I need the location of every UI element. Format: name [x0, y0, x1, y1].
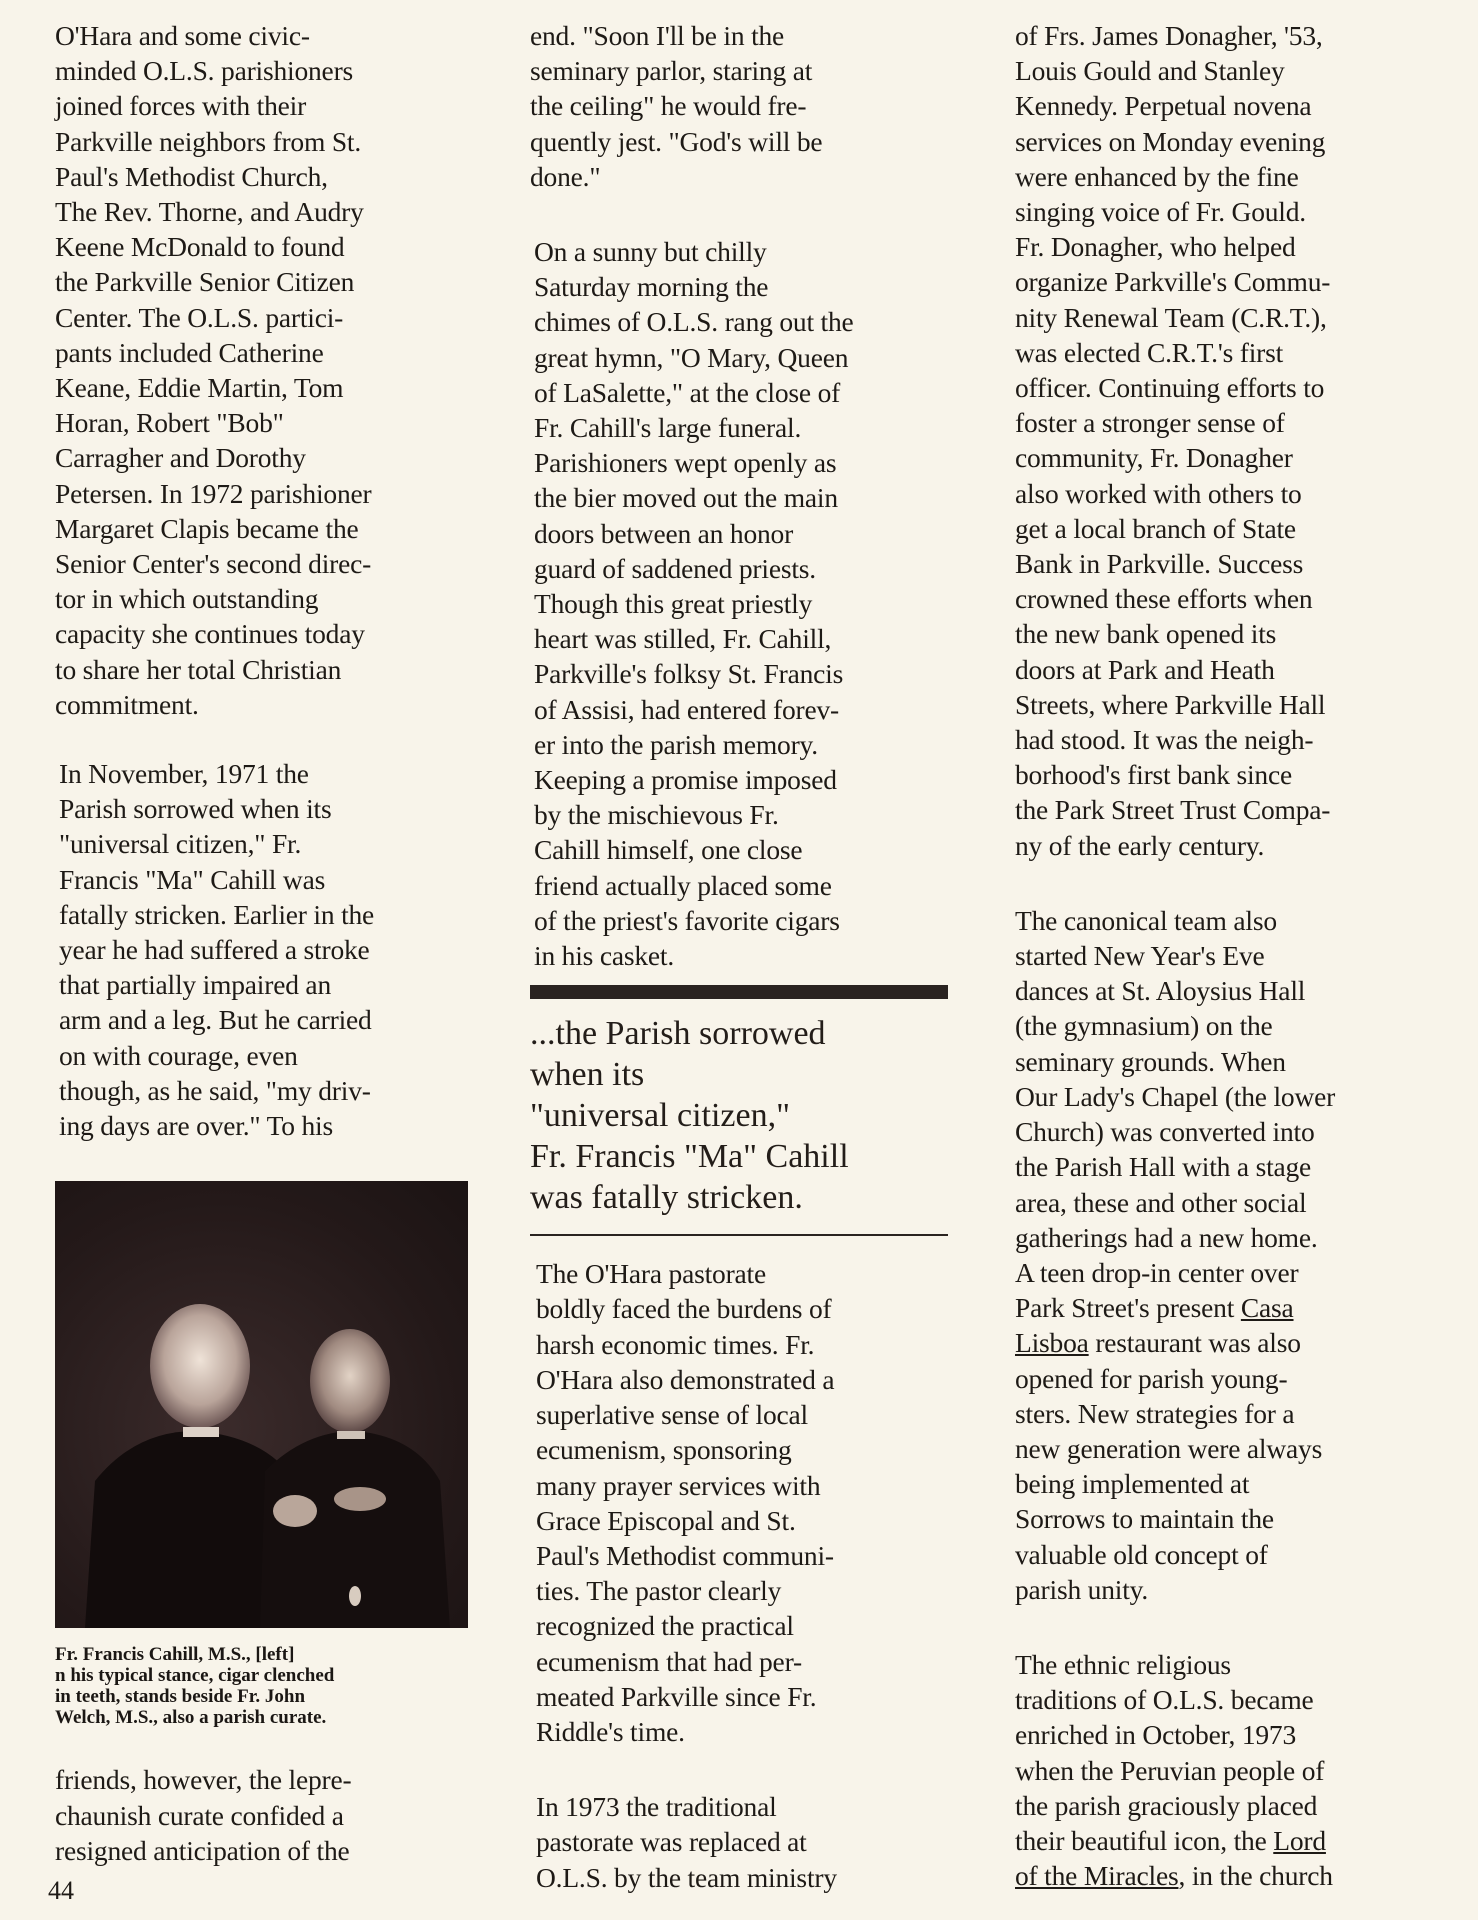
column-1 [55, 18, 455, 1868]
lord-of-miracles-line-1: Lord [1273, 1824, 1326, 1856]
photo-illustration [55, 1181, 468, 1628]
page-number: 44 [48, 1876, 74, 1905]
casa-lisboa-line-1: Casa [1240, 1292, 1294, 1324]
casa-lisboa-line-2: Lisboa [1015, 1327, 1089, 1359]
pullquote-top-rule [530, 985, 948, 999]
col2-paragraph-2: On a sunny but chilly Saturday morning the chimes of O.L.S. rang out the great hymn, "O Mary, Queen of LaSalette," at the close of Fr. Cahill's large funeral. Parishioners wept openly as the bier moved out the main doors between an honor guard of saddened priests. Though this great priestly heart was stilled, Fr. Cahill, Parkville's folksy St. Francis of Assisi, had entered forev- er into the parish memory. Keeping a promise imposed by the mischievous Fr. Cahill himself, one close friend actually placed some of the priest's favorite cigars in his casket. [534, 236, 854, 972]
col3-paragraph-2 [1015, 903, 1435, 1607]
column-2 [530, 18, 950, 1895]
col1-paragraph-1: O'Hara and some civic- minded O.L.S. parishioners joined forces with their Parkville neighbors from St. Paul's Methodist Church, The Rev. Thorne, and Audry Keene McDonald to found the Parkville Senior Citizen Center. The O.L.S. partici- pants included Catherine Keane, Eddie Martin, Tom Horan, Robert "Bob" Carragher and Dorothy Petersen. In 1972 parishioner Margaret Clapis became the Senior Center's second direc- tor in which outstanding capacity she continues today to share her total Christian commitment. [55, 20, 372, 720]
col2-paragraph-1: end. "Soon I'll be in the seminary parlor, staring at the ceiling" he would fre- quently jest. "God's will be done." [530, 20, 823, 192]
col1-paragraph-2: In November, 1971 the Parish sorrowed when its "universal citizen," Fr. Francis "Ma" Cahill was fatally stricken. Earlier in the year he had suffered a stroke that partially impaired an arm and a leg. But he carried on with courage, even though, as he said, "my driv- ing days are over." To his [59, 758, 375, 1142]
column-3 [1015, 18, 1435, 1893]
pullquote-bottom-rule [530, 1234, 948, 1236]
col3-paragraph-2-part-b: restaurant was also opened for parish young- sters. New strategies for a new generation were always being implemented at Sorrows to maintain the valuable old concept of parish unity. [1015, 1327, 1323, 1605]
col3-paragraph-3 [1015, 1647, 1435, 1893]
col1-paragraph-3: friends, however, the lepre- chaunish curate confided a resigned anticipation of the [55, 1764, 352, 1866]
col3-paragraph-2-part-a: The canonical team also started New Year's Eve dances at St. Aloysius Hall (the gymnasium) on the seminary grounds. When Our Lady's Chapel (the lower Church) was converted into the Parish Hall with a stage area, these and other social gatherings had a new home. A teen drop-in center over Park Street's present [1015, 904, 1336, 1324]
col3-paragraph-1: of Frs. James Donagher, '53, Louis Gould and Stanley Kennedy. Perpetual novena services on Monday evening were enhanced by the fine singing voice of Fr. Gould. Fr. Donagher, who helped organize Parkville's Commu- nity Renewal Team (C.R.T.), was elected C.R.T.'s first officer. Continuing efforts to foster a stronger sense of community, Fr. Donagher also worked with others to get a local branch of State Bank in Parkville. Success crowned these efforts when the new bank opened its doors at Park and Heath Streets, where Parkville Hall had stood. It was the neigh- borhood's first bank since the Park Street Trust Compa- ny of the early century. [1015, 20, 1331, 861]
photo-two-priests [55, 1181, 468, 1628]
photo-caption: Fr. Francis Cahill, M.S., [left] n his typical stance, cigar clenched in teeth, stands beside Fr. John Welch, M.S., also a parish curate. [55, 1644, 335, 1729]
lord-of-miracles-line-2: of the Miracles [1015, 1860, 1179, 1892]
col3-paragraph-3-part-b: , in the church [1178, 1860, 1333, 1892]
col2-paragraph-3: The O'Hara pastorate boldly faced the burdens of harsh economic times. Fr. O'Hara also demonstrated a superlative sense of local ecumenism, sponsoring many prayer services with Grace Episcopal and St. Paul's Methodist communi- ties. The pastor clearly recognized the practical ecumenism that had per- meated Parkville since Fr. Riddle's time. [536, 1258, 835, 1747]
col3-paragraph-3-part-a: The ethnic religious traditions of O.L.S. became enriched in October, 1973 when the Peruvian people of the parish graciously placed their beautiful icon, the [1015, 1648, 1325, 1856]
pull-quote: ...the Parish sorrowed when its "universal citizen," Fr. Francis "Ma" Cahill was fatally stricken. [530, 1015, 849, 1217]
col2-paragraph-4: In 1973 the traditional pastorate was replaced at O.L.S. by the team ministry [536, 1791, 837, 1893]
